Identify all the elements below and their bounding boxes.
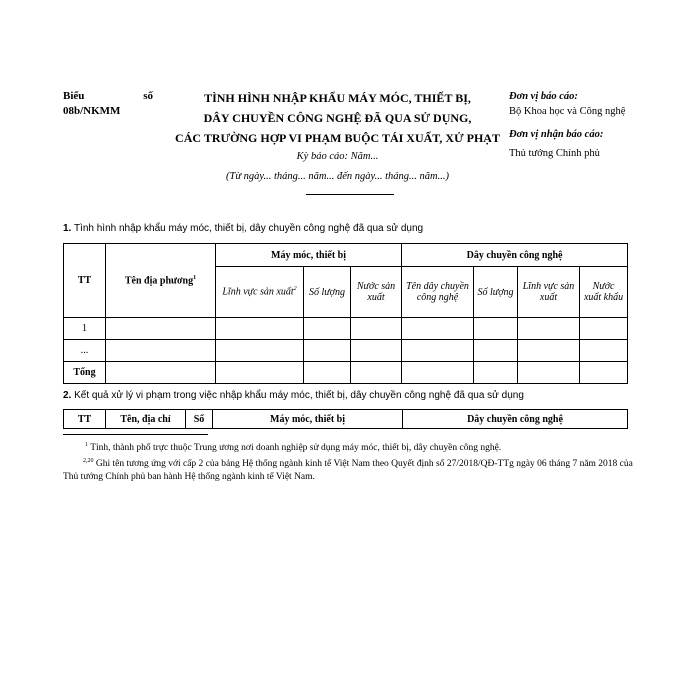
col-tt: TT	[64, 244, 106, 318]
section-2-title: Kết quả xử lý vi phạm trong việc nhập khẩu máy móc, thiết bị, dây chuyền công nghệ đã qua sử dụng	[74, 390, 524, 401]
group-machines: Máy móc, thiết bị	[216, 244, 402, 267]
violation-results-table	[63, 409, 628, 429]
reporting-unit-label: Đơn vị báo cáo:	[509, 91, 578, 102]
report-title	[170, 88, 505, 148]
section-1-number: 1.	[63, 223, 72, 234]
col-tt: TT	[64, 410, 106, 429]
footnote-divider	[63, 434, 208, 435]
footnote-1	[63, 439, 638, 455]
col-machine-qty: Số lượng	[304, 267, 351, 318]
group-lines: Dây chuyền công nghệ	[402, 244, 628, 267]
col-machine-country: Nước sản xuất	[351, 267, 402, 318]
section-2-heading	[63, 390, 524, 401]
section-1-title: Tình hình nhập khẩu máy móc, thiết bị, dây chuyền công nghệ đã qua sử dụng	[73, 223, 424, 234]
report-period	[170, 147, 505, 187]
title-divider	[306, 194, 394, 195]
footnote-2-text: Ghi tên tương ứng với cấp 2 của bảng Hệ thống ngành kinh tế Việt Nam theo Quyết định số 27/2018/QĐ-TTg ngày 06 tháng 7 năm 2018 của Thủ tướng Chính phủ ban hành Hệ thống ngành kinh tế Việt Nam.	[63, 459, 633, 483]
col-line-qty: Số lượng	[474, 267, 518, 318]
receiving-unit-value: Thủ tướng Chính phủ	[509, 148, 600, 159]
col-machine-field: Lĩnh vực sản xuất$^2$	[216, 267, 304, 318]
form-code	[63, 89, 153, 119]
period-text: Kỳ báo cáo: Năm...	[296, 151, 379, 162]
col-line-name: Tên dây chuyền công nghệ	[402, 267, 474, 318]
table-row	[64, 318, 628, 340]
col-machines: Máy móc, thiết bị	[213, 410, 403, 429]
title-line-2: DÂY CHUYỀN CÔNG NGHỆ ĐÃ QUA SỬ DỤNG,	[203, 111, 472, 125]
footnote-2-mark: 2,20	[83, 458, 94, 464]
form-code-word1: Biểu	[63, 90, 85, 102]
title-line-1: TÌNH HÌNH NHẬP KHẨU MÁY MÓC, THIẾT BỊ,	[204, 91, 471, 105]
unit-info	[509, 89, 627, 161]
col-number: Số	[186, 410, 213, 429]
row-label: 1	[64, 318, 106, 340]
form-code-word2: số	[143, 90, 153, 102]
row-label: ...	[64, 340, 106, 362]
reporting-unit-value: Bộ Khoa học và Công nghệ	[509, 106, 626, 117]
row-total-label: Tổng	[64, 362, 106, 384]
col-name-address: Tên, địa chỉ	[106, 410, 186, 429]
col-lines: Dây chuyền công nghệ	[403, 410, 628, 429]
section-1-heading	[63, 223, 423, 234]
col-line-field: Lĩnh vực sản xuất	[518, 267, 580, 318]
col-locality: Tên địa phương$^1$	[106, 244, 216, 318]
date-range-text: (Từ ngày... tháng... năm... đến ngày... tháng... năm...)	[225, 171, 449, 182]
table-row	[64, 362, 628, 384]
section-2-number: 2.	[63, 390, 72, 401]
footnote-2	[63, 455, 638, 484]
table-row	[64, 340, 628, 362]
title-line-3: CÁC TRƯỜNG HỢP VI PHẠM BUỘC TÁI XUẤT, XỬ PHẠT	[175, 131, 500, 145]
footnote-1-text: Tỉnh, thành phố trực thuộc Trung ương nơi doanh nghiệp sử dụng máy móc, thiết bị, dây chuyền công nghệ.	[90, 443, 502, 454]
form-code-number: 08b/NKMM	[63, 105, 121, 117]
footnote-1-mark: 1	[85, 442, 88, 448]
col-line-country: Nước xuất khẩu	[580, 267, 628, 318]
import-status-table	[63, 243, 628, 384]
receiving-unit-label: Đơn vị nhận báo cáo:	[509, 129, 604, 140]
